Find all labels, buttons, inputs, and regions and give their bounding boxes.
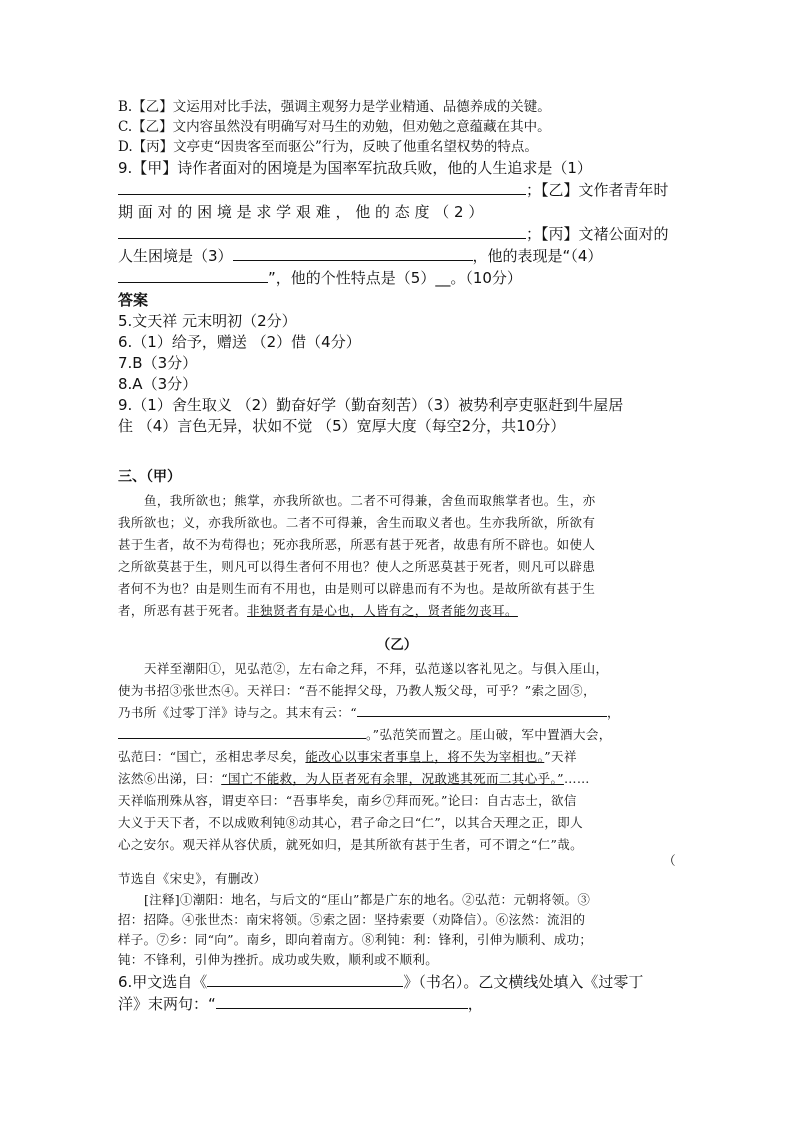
poem-blank-2[interactable] xyxy=(118,724,366,739)
answer-7: 7.B（3分） xyxy=(118,354,198,372)
yi-line-6: 泫然⑥出涕，曰：“国亡不能救，为人臣者死有余罪，况敢逃其死而二其心乎。”…… xyxy=(118,771,590,786)
notes-line-4: 钝：不锋利，引伸为挫折。成功或失败，顺利或不顺利。 xyxy=(118,952,439,967)
question-9-line4: ；【丙】文褚公面对的 xyxy=(118,224,676,245)
jia-line-2: 我所欲也；义，亦我所欲也。二者不可得兼，舍生而取义者也。生亦我所欲，所欲有 xyxy=(118,515,596,530)
question-9-line5: 人生困境是（3） ，他的表现是“（4） xyxy=(118,247,603,265)
answer-blank-2[interactable] xyxy=(118,224,526,239)
yi-line-1: 天祥至潮阳①，见弘范②，左右命之拜，不拜，弘范遂以客礼见之。与俱入厓山， xyxy=(144,661,609,676)
answer-blank-4[interactable] xyxy=(118,268,268,283)
section-heading-jia: 三、（甲） xyxy=(118,469,181,485)
question-9-line1: 9.【甲】诗作者面对的困境是为国率军抗敌兵败，他的人生追求是（1） xyxy=(118,159,592,177)
question-9-line3: 期 面 对 的 困 境 是 求 学 艰 难 ， 他 的 态 度 （ 2 ） xyxy=(118,203,484,221)
yi-line-7: 天祥临刑殊从容，谓吏卒曰：“吾事毕矣，南乡⑦拜而死。”论曰：自古志士，欲信 xyxy=(118,793,577,808)
answer-5: 5.文天祥 元末明初（2分） xyxy=(118,312,297,330)
yi-line-3: 乃书所《过零丁洋》诗与之。其末有云：“ ， xyxy=(118,702,676,723)
section-heading-yi: （乙） xyxy=(376,637,418,653)
yi-line-5: 弘范曰：“国亡，丞相忠孝尽矣，能改心以事宋者事皇上，将不失为宰相也。”天祥 xyxy=(118,749,577,764)
question-9-line2: ；【乙】文作者青年时 xyxy=(118,180,676,201)
option-b: B.【乙】文运用对比手法，强调主观努力是学业精通、品德养成的关键。 xyxy=(118,99,551,115)
answer-9-line2: 住 （4）言色无异，状如不觉 （5）宽厚大度（每空2分，共10分） xyxy=(118,417,566,435)
yi-line-2: 使为书招③张世杰④。天祥曰：“吾不能捍父母，乃教人叛父母，可乎？”索之固⑤， xyxy=(118,683,596,698)
yi-underlined-1: 能改心以事宋者事皇上，将不失为宰相也。 xyxy=(305,749,545,764)
question-6-line1: 6.甲文选自《 》（书名）。乙文横线处填入《过零丁 xyxy=(118,973,644,991)
jia-line-4: 之所欲莫甚于生，则凡可以得生者何不用也？使人之所恶莫甚于死者，则凡可以辟患 xyxy=(118,559,596,574)
question-6-line2: 洋》末两句：“ ， xyxy=(118,995,483,1013)
jia-line-6: 者，所恶有甚于死者。非独贤者有是心也，人皆有之，贤者能勿丧耳。 xyxy=(118,603,518,618)
notes-line-1: [注释]①潮阳：地名，与后文的“厓山”都是广东的地名。②弘范：元朝将领。③ xyxy=(144,892,591,907)
answers-heading: 答案 xyxy=(118,291,149,309)
answer-9-line1: 9.（1）舍生取义 （2）勤奋好学（勤奋刻苦）（3）被势利亭吏驱赶到牛屋居 xyxy=(118,396,624,414)
poem-blank-1[interactable] xyxy=(357,702,607,717)
answer-blank-3[interactable] xyxy=(233,246,473,261)
option-c: C.【乙】文内容虽然没有明确写对马生的劝勉，但劝勉之意蕴藏在其中。 xyxy=(118,119,551,135)
question-9-line6: ”，他的个性特点是（5）__。（10分） xyxy=(118,268,676,289)
yi-line-9: 心之安尔。观天祥从容伏质，就死如归，是其所欲有甚于生者，可不谓之“仁”哉。 xyxy=(118,837,584,852)
book-title-blank[interactable] xyxy=(207,972,403,987)
yi-line-8: 大义于天下者，不以成败利钝⑧动其心，君子命之曰“仁”，以其合天理之正，即人 xyxy=(118,815,584,830)
jia-line-1: 鱼，我所欲也；熊掌，亦我所欲也。二者不可得兼，舍鱼而取熊掌者也。生，亦 xyxy=(144,493,596,508)
yi-line-4: 。”弘范笑而置之。厓山破，军中置酒大会， xyxy=(118,724,676,745)
poem-answer-blank[interactable] xyxy=(216,994,468,1009)
jia-line-5: 者何不为也？由是则生而有不用也，由是则可以辟患而有不为也。是故所欲有甚于生 xyxy=(118,581,596,596)
jia-underlined-sentence: 非独贤者有是心也，人皆有之，贤者能勿丧耳。 xyxy=(247,603,518,618)
yi-underlined-2: “国亡不能救，为人臣者死有余罪，况敢逃其死而二其心乎。” xyxy=(221,771,564,786)
notes-line-2: 招：招降。④张世杰：南宋将领。⑤索之固：坚持索要（劝降信）。⑥泫然：流泪的 xyxy=(118,912,586,927)
answer-8: 8.A（3分） xyxy=(118,375,198,393)
answer-6: 6.（1）给予，赠送 （2）借（4分） xyxy=(118,333,361,351)
source-open-paren: （ xyxy=(663,853,676,868)
answer-blank-1[interactable] xyxy=(118,180,526,195)
notes-line-3: 样子。⑦乡：同“向”。南乡，即向着南方。⑧利钝：利：锋利，引伸为顺利、成功； xyxy=(118,932,593,947)
jia-line-3: 甚于生者，故不为苟得也；死亦我所恶，所恶有甚于死者，故患有所不辟也。如使人 xyxy=(118,537,596,552)
source-citation: 节选自《宋史》，有删改） xyxy=(118,871,267,886)
option-d: D.【丙】文亭吏“因贵客至而驱公”行为，反映了他重名望权势的特点。 xyxy=(118,139,538,155)
